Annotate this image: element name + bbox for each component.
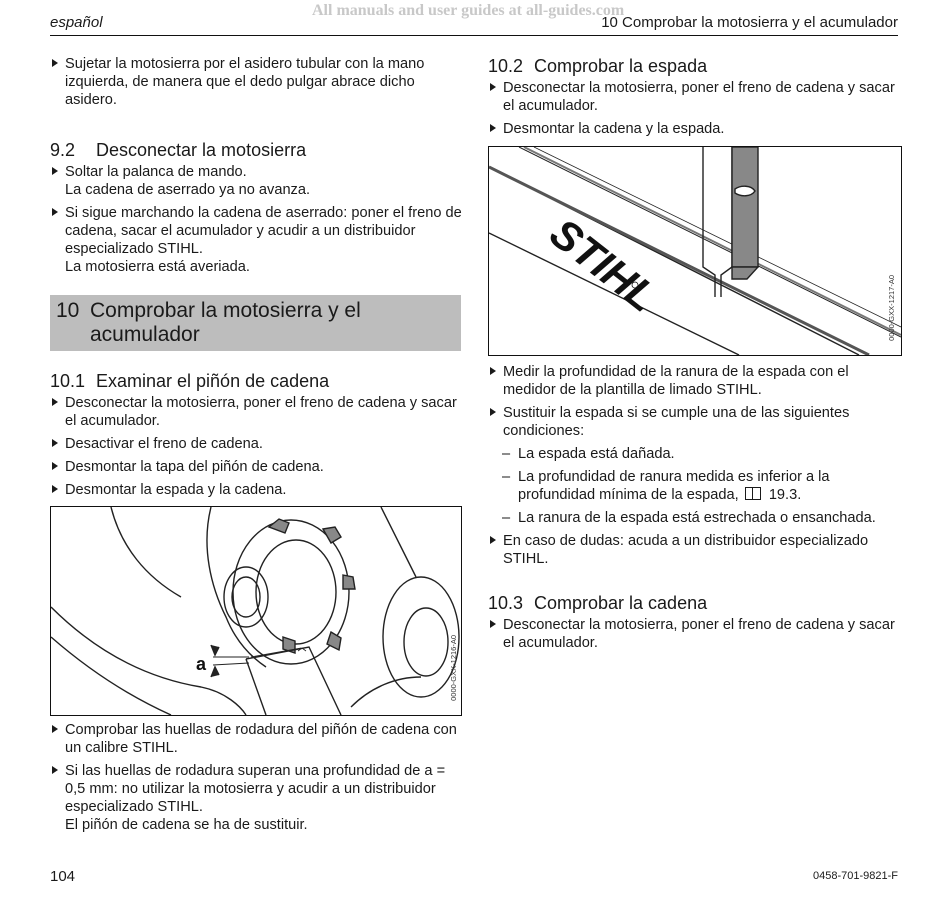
section-10-1 — [50, 370, 462, 504]
header-language: español — [50, 14, 103, 31]
s92-result-2: La motosierra está averiada. — [65, 259, 250, 275]
section-number: 10.3 — [488, 593, 524, 613]
s101-bullet-3: Desmontar la tapa del piñón de cadena. — [50, 458, 462, 476]
section-10-3-heading — [488, 592, 900, 614]
section-10-1-continued — [50, 721, 462, 834]
s102-bullet-2: Desmontar la cadena y la espada. — [488, 120, 900, 138]
header-rule — [50, 35, 898, 36]
s102-bullet-3: Medir la profundidad de la ranura de la espada con el medidor de la plantilla de limado STIHL. — [488, 363, 900, 399]
section-number: 10.1 — [50, 371, 86, 391]
s102-bullet-4: Sustituir la espada si se cumple una de las siguientes condiciones: — [488, 404, 900, 440]
s102-bullet-1: Desconectar la motosierra, poner el freno de cadena y sacar el acumulador. — [488, 79, 900, 115]
condition-reference[interactable]: 19.3. — [768, 487, 802, 503]
sprocket-illustration — [51, 507, 461, 715]
condition-text: La profundidad de ranura medida es inferior a la profundidad mínima de la espada, — [518, 469, 830, 503]
s101-bullet-6: Si las huellas de rodadura superan una profundidad de a = 0,5 mm: no utilizar la motosierra y acudir a un distribuidor especializado STIHL. — [50, 762, 462, 816]
section-title: Examinar el piñón de cadena — [96, 371, 330, 391]
section-number: 9.2 — [50, 140, 76, 160]
section-title: Comprobar la espada — [534, 56, 708, 76]
chapter-title-line-2: acumulador — [90, 323, 200, 346]
section-title: Desconectar la motosierra — [96, 140, 307, 160]
section-10-2 — [488, 55, 900, 143]
section-title: Comprobar la cadena — [534, 593, 708, 613]
s101-bullet-5: Comprobar las huellas de rodadura del piñón de cadena con un calibre STIHL. — [50, 721, 462, 757]
section-10-3 — [488, 592, 900, 657]
section-10-2-continued — [488, 363, 900, 573]
page-number: 104 — [50, 868, 76, 885]
s102-condition-3: – La ranura de la espada está estrechada o ensanchada. — [488, 509, 900, 527]
book-reference-icon — [745, 487, 761, 500]
chapter-number: 10 — [56, 299, 80, 322]
s102-bullet-5: En caso de dudas: acuda a un distribuidor especializado STIHL. — [488, 532, 900, 568]
guide-bar-illustration — [489, 147, 901, 355]
sprocket-figure — [50, 506, 462, 716]
s101-bullet-1: Desconectar la motosierra, poner el freno de cadena y sacar el acumulador. — [50, 394, 462, 430]
left-column-top — [50, 55, 462, 276]
watermark: All manuals and user guides at all-guides.com — [312, 2, 625, 19]
s101-result-6: El piñón de cadena se ha de sustituir. — [65, 817, 308, 833]
header-chapter: 10 Comprobar la motosierra y el acumulador — [601, 14, 898, 31]
stihl-logo: STIHL — [541, 209, 667, 321]
section-10-2-heading — [488, 55, 900, 77]
section-9-2-heading — [50, 139, 462, 161]
figure-code: 0000-GXX-1216-A0 — [449, 635, 458, 701]
section-number: 10.2 — [488, 56, 524, 76]
chapter-10-heading — [50, 295, 461, 351]
dimension-label-a: a — [196, 654, 207, 674]
s101-bullet-4: Desmontar la espada y la cadena. — [50, 481, 462, 499]
guide-bar-figure — [488, 146, 902, 356]
s92-bullet-1: Soltar la palanca de mando. — [50, 163, 462, 181]
s102-condition-1: – La espada está dañada. — [488, 445, 900, 463]
chapter-title-line-1: Comprobar la motosierra y el — [90, 299, 361, 322]
s92-result-1: La cadena de aserrado ya no avanza. — [65, 182, 311, 198]
s92-bullet-2: Si sigue marchando la cadena de aserrado: poner el freno de cadena, sacar el acumulador y acudir a un distribuidor especializado STIHL. — [50, 204, 462, 258]
figure-code: 0000-GXX-1217-A0 — [887, 275, 896, 341]
document-code: 0458-701-9821-F — [812, 870, 898, 882]
s103-bullet-1: Desconectar la motosierra, poner el freno de cadena y sacar el acumulador. — [488, 616, 900, 652]
section-10-1-heading — [50, 370, 462, 392]
intro-bullet: Sujetar la motosierra por el asidero tubular con la mano izquierda, de manera que el dedo pulgar abrace dicho asidero. — [50, 55, 462, 109]
s101-bullet-2: Desactivar el freno de cadena. — [50, 435, 462, 453]
s102-condition-2 — [488, 468, 900, 504]
